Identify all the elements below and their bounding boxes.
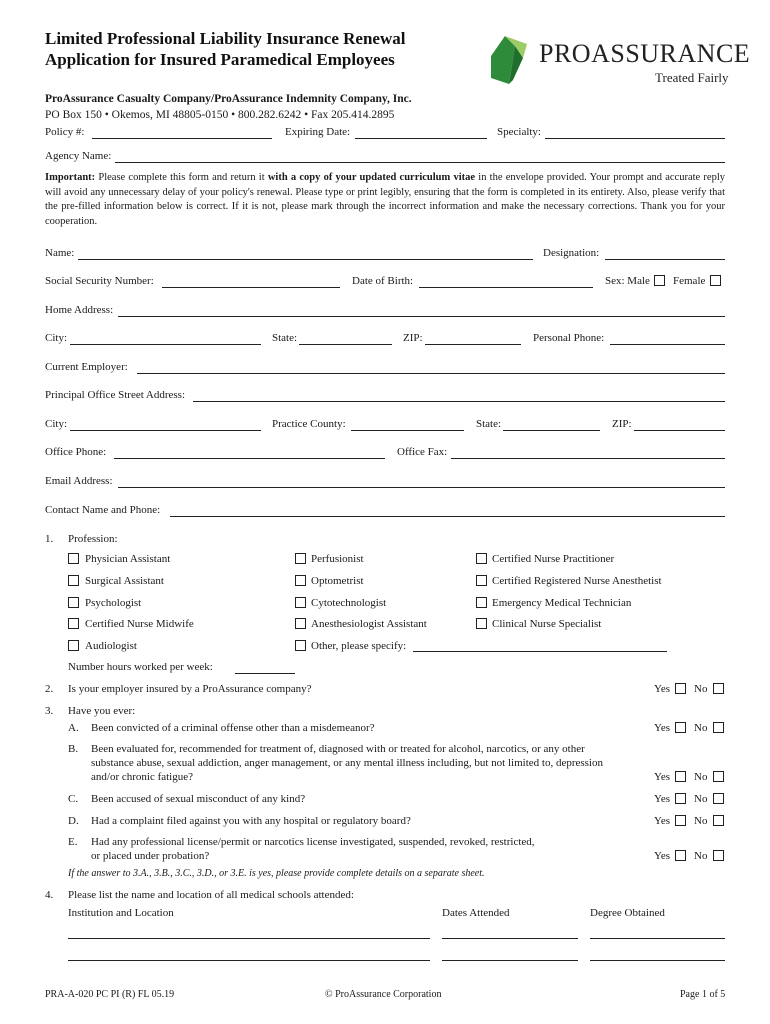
profession-option: Optometrist: [311, 575, 364, 587]
yes-label: Yes: [654, 815, 671, 827]
contact-label: Contact Name and Phone:: [45, 504, 161, 516]
physician-assistant-checkbox[interactable]: [68, 553, 79, 564]
q3e-line-1: Had any professional license/permit or narcotics license investigated, suspended, revoked, restricted,: [91, 836, 535, 848]
yes-label: Yes: [654, 683, 671, 695]
q3b-line-2: substance abuse, sexual addiction, anger management, or any mental illness including, but not limited to, depression: [91, 757, 603, 769]
psychologist-checkbox[interactable]: [68, 597, 79, 608]
office-phone-field[interactable]: [114, 458, 385, 459]
yes-label: Yes: [654, 850, 671, 862]
agency-name-field[interactable]: [115, 162, 725, 163]
q3a-yes-checkbox[interactable]: [675, 722, 686, 733]
profession-option: Anesthesiologist Assistant: [311, 618, 427, 630]
dates-header: Dates Attended: [442, 907, 510, 919]
important-text-1: Please complete this form and return it: [95, 172, 268, 183]
yes-label: Yes: [654, 722, 671, 734]
profession-option: Cytotechnologist: [311, 597, 387, 609]
logo-tagline: Treated Fairly: [655, 70, 729, 85]
sex-male-label: Sex: Male: [605, 275, 650, 287]
q3a-letter: A.: [68, 722, 79, 734]
form-id: PRA-A-020 PC PI (R) FL 05.19: [45, 989, 175, 1000]
no-label: No: [694, 850, 708, 862]
title-line-2: Application for Insured Paramedical Employees: [45, 50, 395, 69]
crna-checkbox[interactable]: [476, 575, 487, 586]
policy-field[interactable]: [92, 138, 272, 139]
dates-field-2[interactable]: [442, 960, 578, 961]
degree-field-2[interactable]: [590, 960, 725, 961]
personal-phone-field[interactable]: [610, 344, 725, 345]
current-employer-field[interactable]: [137, 373, 725, 374]
certified-nurse-practitioner-checkbox[interactable]: [476, 553, 487, 564]
important-notice: [45, 171, 725, 229]
profession-option: Perfusionist: [311, 553, 364, 565]
ssn-field[interactable]: [162, 287, 340, 288]
no-label: No: [694, 722, 708, 734]
profession-option: Physician Assistant: [85, 553, 171, 565]
personal-phone-label: Personal Phone:: [533, 332, 605, 344]
profession-option: Surgical Assistant: [85, 575, 164, 587]
profession-option: Certified Nurse Midwife: [85, 618, 194, 630]
form-title: [45, 28, 405, 70]
q3-text: Have you ever:: [68, 705, 136, 717]
institution-field-2[interactable]: [68, 960, 430, 961]
profession-option: Clinical Nurse Specialist: [492, 618, 602, 630]
no-label: No: [694, 793, 708, 805]
q3a-no-checkbox[interactable]: [713, 722, 724, 733]
zip-field[interactable]: [425, 344, 521, 345]
policy-label: Policy #:: [45, 126, 85, 138]
copyright: © ProAssurance Corporation: [325, 989, 442, 1000]
institution-header: Institution and Location: [68, 907, 174, 919]
specialty-field[interactable]: [545, 138, 725, 139]
q3d-yes-checkbox[interactable]: [675, 815, 686, 826]
leaf-logo-icon: [487, 34, 535, 86]
principal-office-field[interactable]: [193, 401, 725, 402]
state-field[interactable]: [299, 344, 392, 345]
office-state-label: State:: [476, 418, 502, 430]
q4-text: Please list the name and location of all medical schools attended:: [68, 889, 354, 901]
q3d-letter: D.: [68, 815, 79, 827]
no-label: No: [694, 683, 708, 695]
important-bold: with a copy of your updated curriculum vitae: [267, 172, 476, 183]
other-checkbox[interactable]: [295, 640, 306, 651]
hours-field[interactable]: [235, 673, 295, 674]
office-fax-field[interactable]: [451, 458, 725, 459]
q2-text: Is your employer insured by a ProAssurance company?: [68, 683, 312, 695]
agency-name-label: Agency Name:: [45, 150, 112, 162]
designation-label: Designation:: [543, 247, 600, 259]
profession-option: Certified Nurse Practitioner: [492, 553, 615, 565]
male-checkbox[interactable]: [654, 275, 665, 286]
office-fax-label: Office Fax:: [397, 446, 448, 458]
city-label: City:: [45, 332, 68, 344]
q3c-yes-checkbox[interactable]: [675, 793, 686, 804]
other-specify-field[interactable]: [413, 651, 667, 652]
current-employer-label: Current Employer:: [45, 361, 128, 373]
principal-office-label: Principal Office Street Address:: [45, 389, 186, 401]
hours-label: Number hours worked per week:: [68, 661, 213, 673]
profession-option: Emergency Medical Technician: [492, 597, 632, 609]
logo-wordmark: PROASSURANCE: [539, 39, 751, 68]
q1-number: 1.: [45, 533, 54, 545]
perfusionist-checkbox[interactable]: [295, 553, 306, 564]
profession-option: Audiologist: [85, 640, 137, 652]
designation-field[interactable]: [605, 259, 725, 260]
q3e-letter: E.: [68, 836, 78, 848]
q3e-no-checkbox[interactable]: [713, 850, 724, 861]
office-city-label: City:: [45, 418, 68, 430]
q2-yes-checkbox[interactable]: [675, 683, 686, 694]
specialty-label: Specialty:: [497, 126, 541, 138]
home-address-label: Home Address:: [45, 304, 114, 316]
yes-label: Yes: [654, 793, 671, 805]
email-label: Email Address:: [45, 475, 113, 487]
q3b-line-3: and/or chronic fatigue?: [91, 771, 194, 783]
dates-field-1[interactable]: [442, 938, 578, 939]
yes-label: Yes: [654, 771, 671, 783]
q3e-yes-checkbox[interactable]: [675, 850, 686, 861]
female-checkbox[interactable]: [710, 275, 721, 286]
practice-county-label: Practice County:: [272, 418, 346, 430]
degree-header: Degree Obtained: [590, 907, 665, 919]
name-field[interactable]: [78, 259, 533, 260]
q3b-yes-checkbox[interactable]: [675, 771, 686, 782]
audiologist-checkbox[interactable]: [68, 640, 79, 651]
q3d-no-checkbox[interactable]: [713, 815, 724, 826]
female-label: Female: [673, 275, 706, 287]
page-number: Page 1 of 5: [680, 989, 726, 1000]
q4-number: 4.: [45, 889, 54, 901]
q3b-letter: B.: [68, 743, 79, 755]
q3d-text: Had a complaint filed against you with any hospital or regulatory board?: [91, 815, 411, 827]
name-label: Name:: [45, 247, 75, 259]
expiring-date-field[interactable]: [355, 138, 487, 139]
no-label: No: [694, 771, 708, 783]
office-zip-field[interactable]: [634, 430, 725, 431]
contact-field[interactable]: [170, 516, 725, 517]
city-field[interactable]: [70, 344, 261, 345]
degree-field-1[interactable]: [590, 938, 725, 939]
profession-option: Psychologist: [85, 597, 142, 609]
q3c-text: Been accused of sexual misconduct of any kind?: [91, 793, 306, 805]
q3a-text: Been convicted of a criminal offense other than a misdemeanor?: [91, 722, 375, 734]
q3c-no-checkbox[interactable]: [713, 793, 724, 804]
certified-nurse-midwife-checkbox[interactable]: [68, 618, 79, 629]
home-address-field[interactable]: [118, 316, 725, 317]
q2-no-checkbox[interactable]: [713, 683, 724, 694]
profession-option: Other, please specify:: [311, 640, 407, 652]
proassurance-logo: [487, 32, 751, 88]
office-zip-label: ZIP:: [612, 418, 632, 430]
q3c-letter: C.: [68, 793, 79, 805]
company-name: ProAssurance Casualty Company/ProAssurance Indemnity Company, Inc.: [45, 93, 412, 105]
important-label: Important:: [45, 172, 96, 183]
anesthesiologist-assistant-checkbox[interactable]: [295, 618, 306, 629]
office-city-field[interactable]: [70, 430, 261, 431]
email-field[interactable]: [118, 487, 725, 488]
title-line-1: Limited Professional Liability Insurance Renewal: [45, 29, 406, 48]
company-address: PO Box 150 • Okemos, MI 48805-0150 • 800.282.6242 • Fax 205.414.2895: [45, 109, 395, 121]
state-label: State:: [272, 332, 298, 344]
important-text-2: in the envelope provided. Your prompt and accurate reply will avoid any unnecessary delay of your policy's renewal. Please type or print legibly, ensuring that the form is completed in its entirety. Also, please verify that the pre-filled information below is correct. If it is not, please mark through the incorrect information and make the necessary corrections. Thank you for your cooperation.: [45, 172, 725, 227]
profession-option: Certified Registered Nurse Anesthetist: [492, 575, 662, 587]
cytotechnologist-checkbox[interactable]: [295, 597, 306, 608]
institution-field-1[interactable]: [68, 938, 430, 939]
q2-number: 2.: [45, 683, 54, 695]
q3b-no-checkbox[interactable]: [713, 771, 724, 782]
q1-label: Profession:: [68, 533, 118, 545]
q3-number: 3.: [45, 705, 54, 717]
q3-note: If the answer to 3.A., 3.B., 3.C., 3.D., or 3.E. is yes, please provide complete details on a separate sheet.: [68, 868, 485, 879]
no-label: No: [694, 815, 708, 827]
office-phone-label: Office Phone:: [45, 446, 107, 458]
ssn-label: Social Security Number:: [45, 275, 154, 287]
q3b-line-1: Been evaluated for, recommended for treatment of, diagnosed with or treated for alcohol, narcotics, or any other: [91, 743, 585, 755]
dob-field[interactable]: [419, 287, 593, 288]
dob-label: Date of Birth:: [352, 275, 414, 287]
expiring-date-label: Expiring Date:: [285, 126, 351, 138]
q3e-line-2: or placed under probation?: [91, 850, 210, 862]
practice-county-field[interactable]: [351, 430, 464, 431]
clinical-nurse-specialist-checkbox[interactable]: [476, 618, 487, 629]
optometrist-checkbox[interactable]: [295, 575, 306, 586]
zip-label: ZIP:: [403, 332, 423, 344]
office-state-field[interactable]: [503, 430, 600, 431]
surgical-assistant-checkbox[interactable]: [68, 575, 79, 586]
emt-checkbox[interactable]: [476, 597, 487, 608]
